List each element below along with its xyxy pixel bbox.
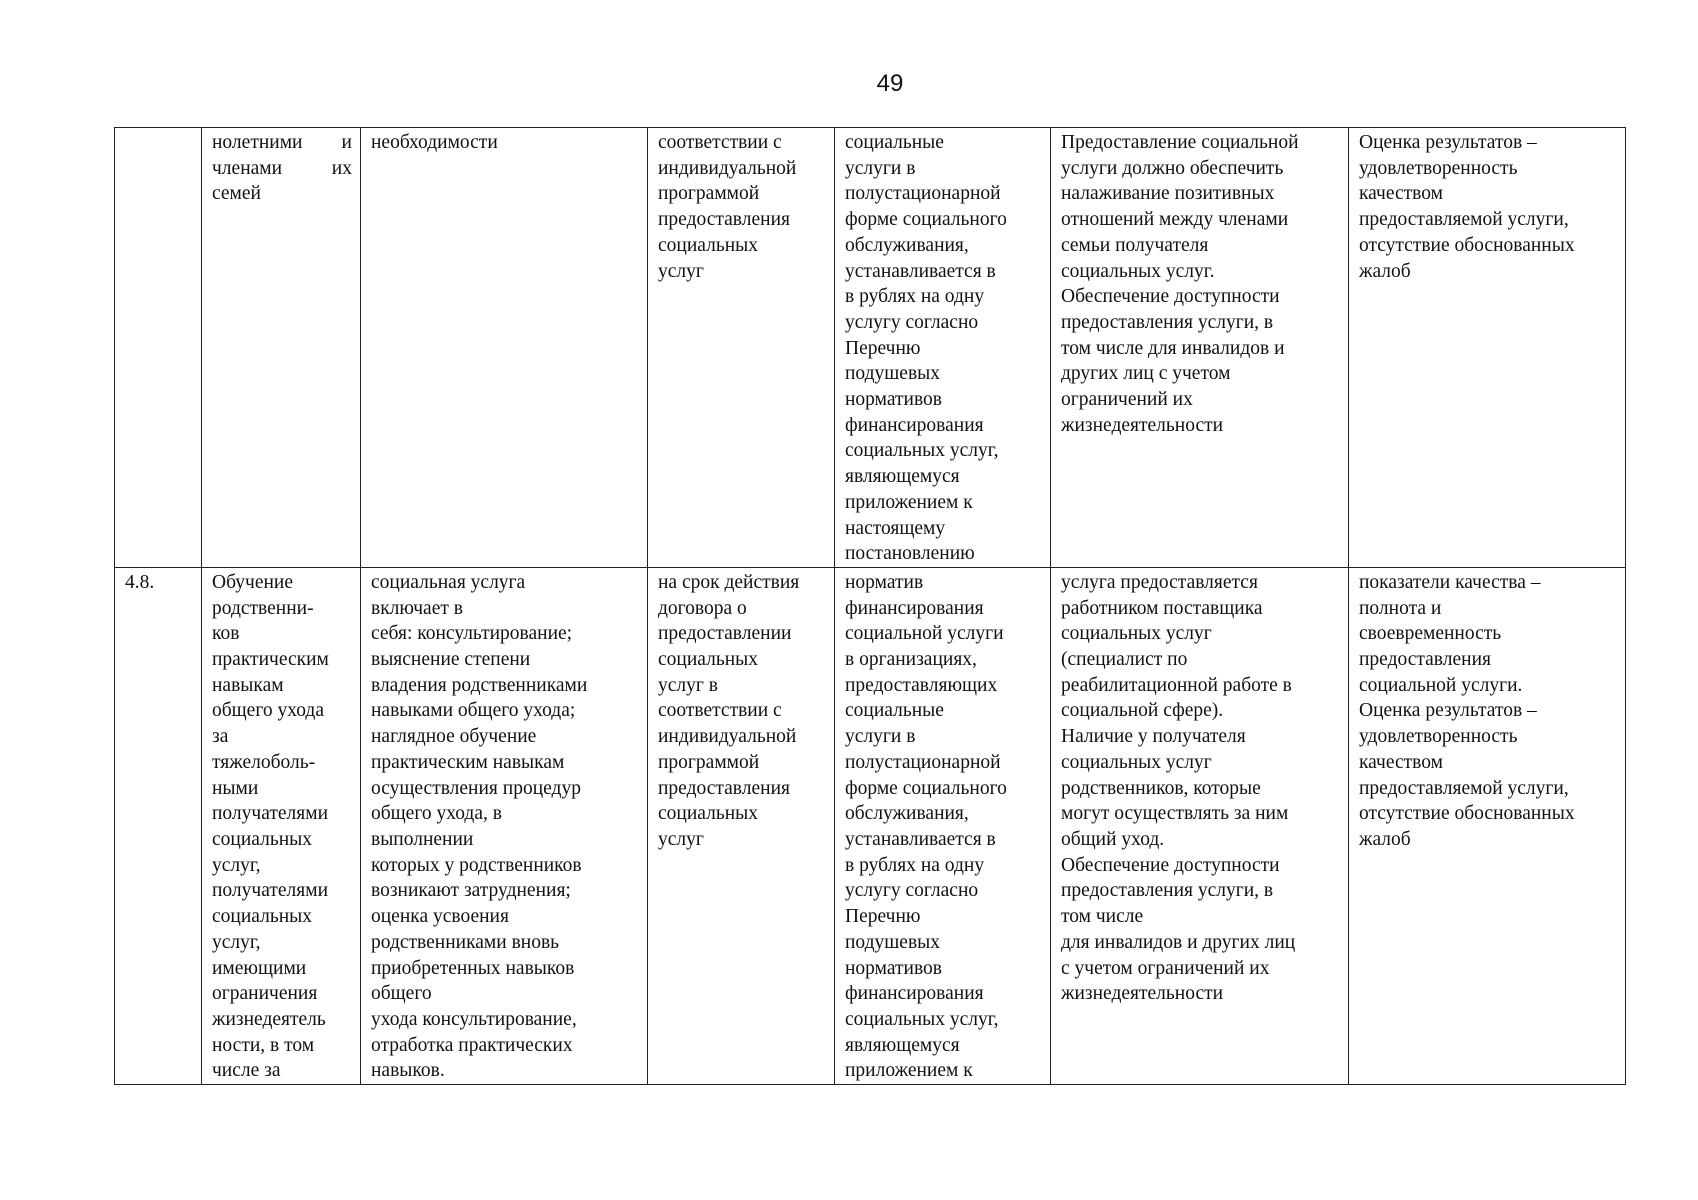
service-number-cell — [115, 128, 202, 568]
service-norm-cell: социальные услуги в полустационарной форме социального обслуживания, устанавливается в в рублях на одну услугу согласно Перечню подушевых нормативов финансирования социальных услуг, являющемуся приложением к настоящему постановлению — [835, 128, 1051, 568]
service-name-cell: Обучение родственни- ков практическим навыкам общего ухода за тяжелоболь- ными получателями социальных услуг, получателями социальных услуг, имеющими ограничения жизнедеятель ности, в том числе за — [202, 567, 361, 1084]
service-quality-cell: показатели качества – полнота и своевременность предоставления социальной услуги. Оценка результатов – удовлетворенность качеством предоставляемой услуги, отсутствие обоснованных жалоб — [1349, 567, 1626, 1084]
table-row — [115, 128, 1626, 568]
name-line: семей — [212, 183, 261, 205]
page-number: 49 — [876, 70, 904, 97]
services-table — [114, 127, 1626, 1085]
service-quality-cell: Оценка результатов – удовлетворенность качеством предоставляемой услуги, отсутствие обоснованных жалоб — [1349, 128, 1626, 568]
name-line: нолетними и — [212, 132, 352, 153]
service-conditions-cell: Предоставление социальной услуги должно обеспечить налаживание позитивных отношений между членами семьи получателя социальных услуг. Обеспечение доступности предоставления услуги, в том числе для инвалидов и других лиц с учетом ограничений их жизнедеятельности — [1051, 128, 1349, 568]
name-line: членами их — [212, 157, 352, 179]
service-number-cell: 4.8. — [115, 567, 202, 1084]
service-content-cell: необходимости — [361, 128, 648, 568]
table-row — [115, 567, 1626, 1084]
service-content-cell: социальная услуга включает в себя: консультирование; выяснение степени владения родственниками навыками общего ухода; наглядное обучение практическим навыкам осуществления процедур общего ухода, в выполнении которых у родственников возникают затруднения; оценка усвоения родственниками вновь приобретенных навыков общего ухода консультирование, отработка практических навыков. — [361, 567, 648, 1084]
service-conditions-cell: услуга предоставляется работником поставщика социальных услуг (специалист по реабилитационной работе в социальной сфере). Наличие у получателя социальных услуг родственников, которые могут осуществлять за ним общий уход. Обеспечение доступности предоставления услуги, в том числе для инвалидов и других лиц с учетом ограничений их жизнедеятельности — [1051, 567, 1349, 1084]
service-term-cell: соответствии с индивидуальной программой предоставления социальных услуг — [648, 128, 835, 568]
service-name-cell — [202, 128, 361, 568]
service-norm-cell: норматив финансирования социальной услуги в организациях, предоставляющих социальные услуги в полустационарной форме социального обслуживания, устанавливается в в рублях на одну услугу согласно Перечню подушевых нормативов финансирования социальных услуг, являющемуся приложением к — [835, 567, 1051, 1084]
service-term-cell: на срок действия договора о предоставлении социальных услуг в соответствии с индивидуальной программой предоставления социальных услуг — [648, 567, 835, 1084]
